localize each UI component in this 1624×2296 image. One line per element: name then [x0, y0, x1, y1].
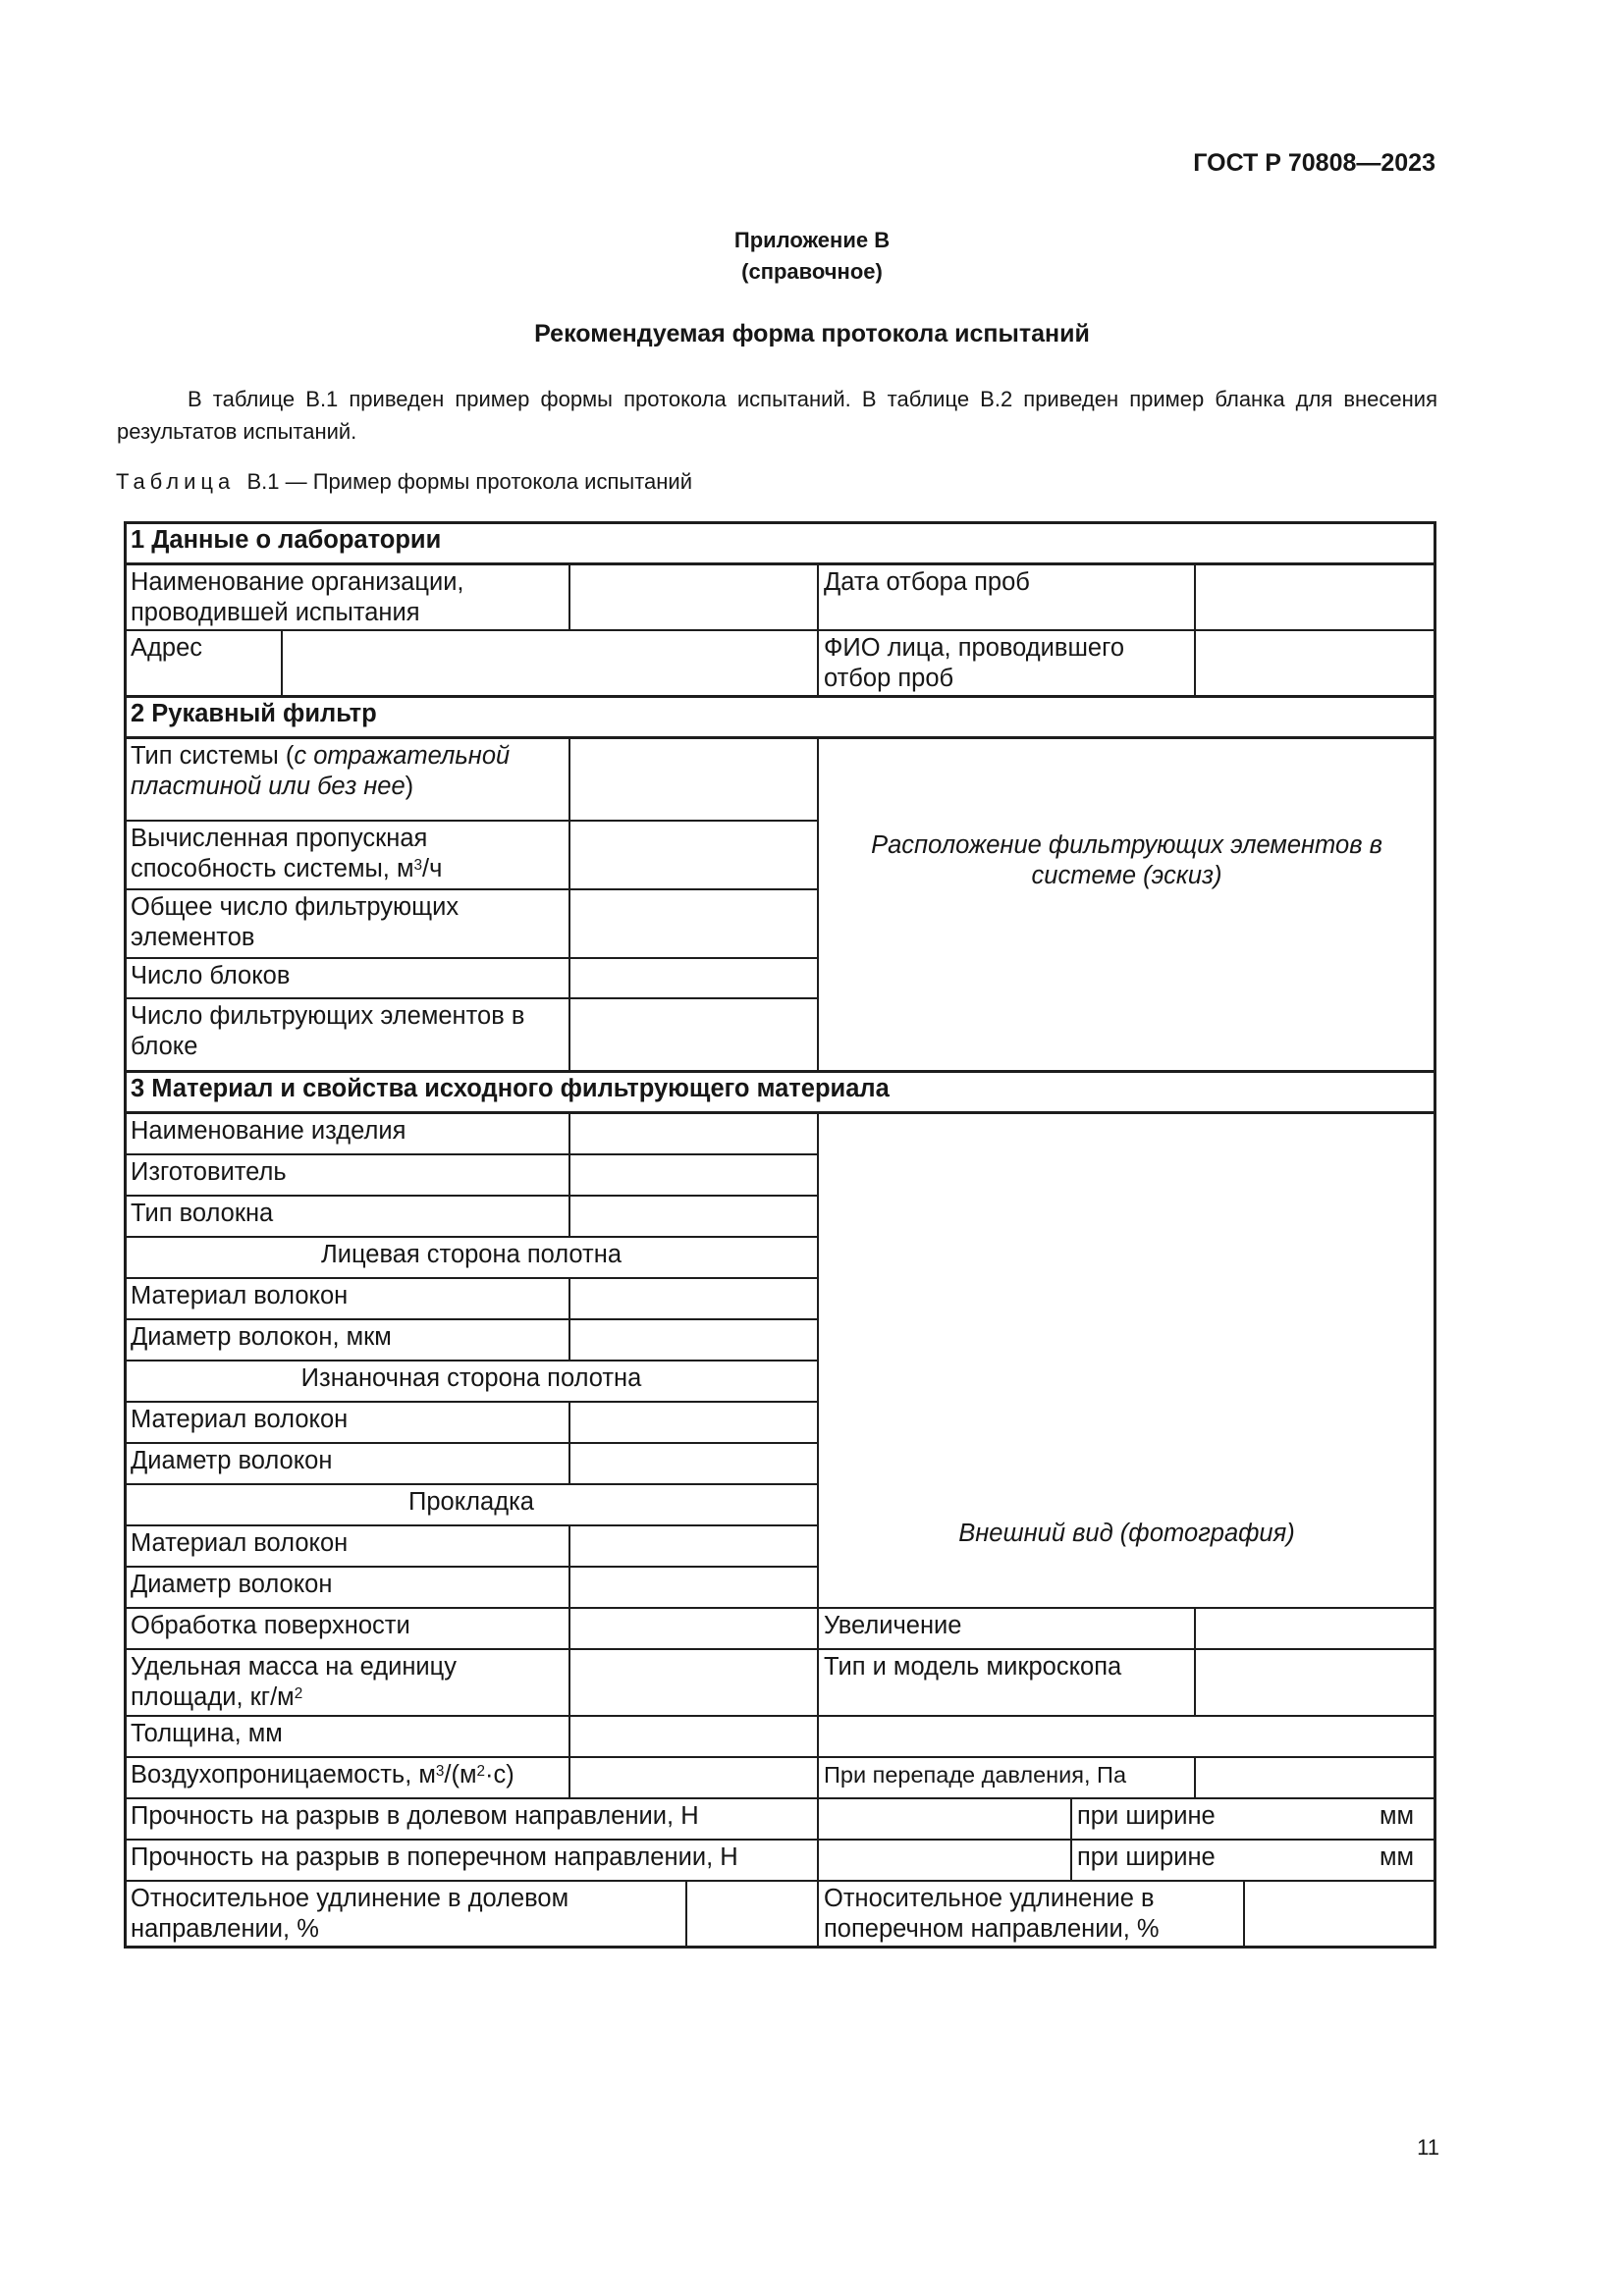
product-name-label: Наименование изделия — [124, 1112, 570, 1155]
throughput-sup: 3 — [413, 857, 423, 875]
throughput-text: Вычисленная пропускная способность системы, м — [131, 825, 428, 882]
air-perm-value[interactable] — [568, 1756, 819, 1799]
pressure-drop-label: При перепаде давления, Па — [817, 1756, 1196, 1799]
page-number: 11 — [1417, 2135, 1439, 2160]
address-label: Адрес — [124, 629, 283, 697]
pressure-drop-value[interactable] — [1194, 1756, 1436, 1799]
product-name-value[interactable] — [568, 1112, 819, 1155]
mass-text: Удельная масса на единицу площади, кг/м — [131, 1653, 457, 1711]
fiber-type-label: Тип волокна — [124, 1195, 570, 1238]
microscope-value[interactable] — [1194, 1648, 1436, 1717]
sampling-date-label: Дата отбора проб — [817, 563, 1196, 631]
system-type-options: с отражательной пластиной или без нее — [131, 742, 511, 800]
air-perm-label — [124, 1756, 570, 1799]
blank-right-thickness — [817, 1715, 1436, 1758]
thickness-value[interactable] — [568, 1715, 819, 1758]
elements-per-block-value[interactable] — [568, 997, 819, 1072]
strength-cross-label: Прочность на разрыв в поперечном направлении, Н — [124, 1839, 819, 1882]
elong-long-value[interactable] — [685, 1880, 819, 1949]
surface-treatment-value[interactable] — [568, 1607, 819, 1650]
elements-per-block-label: Число фильтрующих элементов в блоке — [124, 997, 570, 1072]
magnification-label: Увеличение — [817, 1607, 1196, 1650]
air-perm-text: Воздухопроницаемость, м — [131, 1761, 436, 1789]
manufacturer-value[interactable] — [568, 1153, 819, 1197]
intro-paragraph: В таблице В.1 приведен пример формы протокола испытаний. В таблице В.2 приведен пример бланка для внесения результатов испытаний. — [117, 387, 1437, 444]
inter-material-label: Материал волокон — [124, 1524, 570, 1568]
elong-cross-value[interactable] — [1243, 1880, 1436, 1949]
inter-diameter-label: Диаметр волокон — [124, 1566, 570, 1609]
annex-title: Приложение В — [733, 228, 891, 252]
system-type-label — [124, 737, 570, 822]
photo-area[interactable] — [817, 1112, 1436, 1609]
system-type-close: ) — [405, 773, 414, 800]
strength-cross-width[interactable] — [1070, 1839, 1436, 1882]
mm-unit: мм — [1379, 1802, 1414, 1830]
strength-long-width[interactable] — [1070, 1797, 1436, 1841]
face-material-label: Материал волокон — [124, 1277, 570, 1320]
mm-unit: мм — [1379, 1843, 1414, 1871]
back-diameter-value[interactable] — [568, 1442, 819, 1485]
at-width-label: при ширине — [1077, 1843, 1216, 1871]
inter-diameter-value[interactable] — [568, 1566, 819, 1609]
address-value[interactable] — [281, 629, 819, 697]
layout-sketch-area[interactable] — [817, 737, 1436, 1072]
photo-note: Внешний вид (фотография) — [958, 1520, 1295, 1547]
face-diameter-value[interactable] — [568, 1318, 819, 1362]
system-type-text: Тип системы ( — [131, 742, 295, 770]
air-perm-sup2: 2 — [476, 1763, 486, 1781]
strength-cross-value[interactable] — [817, 1839, 1072, 1882]
protocol-table — [124, 521, 1436, 1949]
sampling-date-value[interactable] — [1194, 563, 1436, 631]
annex-subtitle: (справочное) — [741, 259, 883, 284]
surface-treatment-label: Обработка поверхности — [124, 1607, 570, 1650]
table-caption-text: В.1 — Пример формы протокола испытаний — [246, 469, 692, 494]
blocks-count-label: Число блоков — [124, 957, 570, 999]
strength-long-value[interactable] — [817, 1797, 1072, 1841]
air-perm-sup1: 3 — [435, 1763, 445, 1781]
magnification-value[interactable] — [1194, 1607, 1436, 1650]
elong-long-label: Относительное удлинение в долевом направлении, % — [124, 1880, 687, 1949]
org-name-label: Наименование организации, проводившей испытания — [124, 563, 570, 631]
section2-header: 2 Рукавный фильтр — [124, 695, 1436, 739]
face-side-subheader: Лицевая сторона полотна — [124, 1236, 819, 1279]
form-title: Рекомендуемая форма протокола испытаний — [534, 320, 1090, 347]
table-caption-prefix: Таблица — [116, 469, 236, 494]
mass-label — [124, 1648, 570, 1717]
interlayer-subheader: Прокладка — [124, 1483, 819, 1526]
microscope-label: Тип и модель микроскопа — [817, 1648, 1196, 1717]
standard-code: ГОСТ Р 70808—2023 — [1193, 149, 1435, 177]
mass-value[interactable] — [568, 1648, 819, 1717]
throughput-value[interactable] — [568, 820, 819, 890]
sampler-name-value[interactable] — [1194, 629, 1436, 697]
face-material-value[interactable] — [568, 1277, 819, 1320]
thickness-label: Толщина, мм — [124, 1715, 570, 1758]
air-perm-unit1: /(м — [444, 1761, 477, 1789]
back-diameter-label: Диаметр волокон — [124, 1442, 570, 1485]
throughput-label — [124, 820, 570, 890]
blocks-count-value[interactable] — [568, 957, 819, 999]
fiber-type-value[interactable] — [568, 1195, 819, 1238]
throughput-unit: /ч — [422, 855, 443, 882]
back-side-subheader: Изнаночная сторона полотна — [124, 1360, 819, 1403]
total-elements-value[interactable] — [568, 888, 819, 959]
org-name-value[interactable] — [568, 563, 819, 631]
air-perm-unit2: ·с) — [485, 1761, 514, 1789]
total-elements-label: Общее число фильтрующих элементов — [124, 888, 570, 959]
strength-long-label: Прочность на разрыв в долевом направлении, Н — [124, 1797, 819, 1841]
section1-header: 1 Данные о лаборатории — [124, 521, 1436, 565]
elong-cross-label: Относительное удлинение в поперечном направлении, % — [817, 1880, 1245, 1949]
back-material-value[interactable] — [568, 1401, 819, 1444]
face-diameter-label: Диаметр волокон, мкм — [124, 1318, 570, 1362]
mass-sup: 2 — [294, 1685, 303, 1703]
at-width-label: при ширине — [1077, 1802, 1216, 1830]
sampler-name-label: ФИО лица, проводившего отбор проб — [817, 629, 1196, 697]
table-caption — [116, 469, 692, 495]
manufacturer-label: Изготовитель — [124, 1153, 570, 1197]
system-type-value[interactable] — [568, 737, 819, 822]
back-material-label: Материал волокон — [124, 1401, 570, 1444]
section3-header: 3 Материал и свойства исходного фильтрующего материала — [124, 1070, 1436, 1114]
inter-material-value[interactable] — [568, 1524, 819, 1568]
layout-sketch-note: Расположение фильтрующих элементов в системе (эскиз) — [871, 831, 1382, 889]
